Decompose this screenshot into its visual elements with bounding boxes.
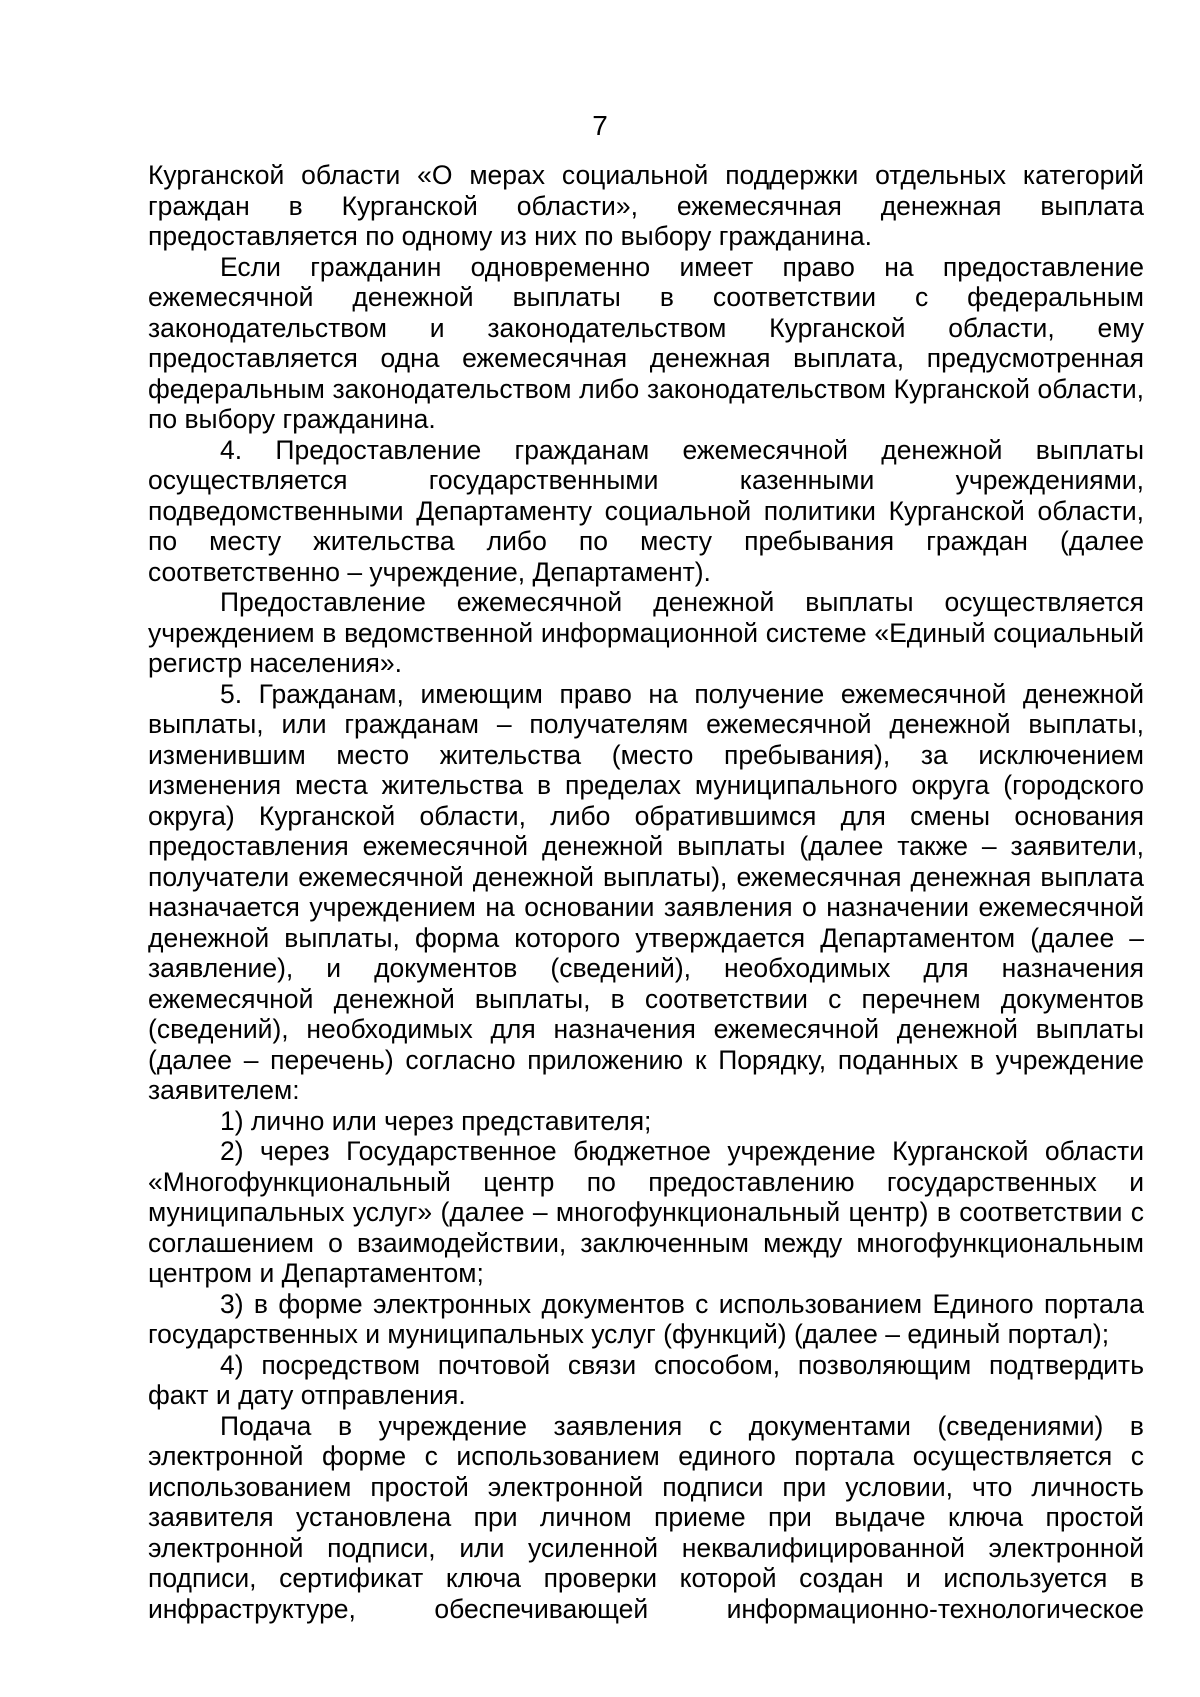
paragraph-register: Предоставление ежемесячной денежной выплаты осуществляется учреждением в ведомственной информационной системе «Единый социальный регистр населения».: [148, 587, 1144, 678]
paragraph-clause-5: 5. Гражданам, имеющим право на получение ежемесячной денежной выплаты, или гражданам – получателям ежемесячной денежной выплаты, изменившим место жительства (место пребывания), за исключением изменения места жительства в пределах муниципального округа (городского округа) Курганской области, либо обратившимся для смены основания предоставления ежемесячной денежной выплаты (далее также – заявители, получатели ежемесячной денежной выплаты), ежемесячная денежная выплата назначается учреждением на основании заявления о назначении ежемесячной денежной выплаты, форма которого утверждается Департаментом (далее – заявление), и документов (сведений), необходимых для назначения ежемесячной денежной выплаты, в соответствии с перечнем документов (сведений), необходимых для назначения ежемесячной денежной выплаты (далее – перечень) согласно приложению к Порядку, поданных в учреждение заявителем:: [148, 678, 1144, 1105]
document-body: [148, 160, 1144, 1624]
list-item-3: 3) в форме электронных документов с использованием Единого портала государственных и муниципальных услуг (функций) (далее – единый портал);: [148, 1288, 1144, 1349]
page-number: 7: [592, 110, 608, 141]
paragraph-continuation: Курганской области «О мерах социальной поддержки отдельных категорий граждан в Курганской области», ежемесячная денежная выплата предоставляется по одному из них по выбору гражданина.: [148, 160, 1144, 251]
paragraph-dual-eligibility: Если гражданин одновременно имеет право на предоставление ежемесячной денежной выплаты в соответствии с федеральным законодательством и законодательством Курганской области, ему предоставляется одна ежемесячная денежная выплата, предусмотренная федеральным законодательством либо законодательством Курганской области, по выбору гражданина.: [148, 251, 1144, 434]
list-item-2: 2) через Государственное бюджетное учреждение Курганской области «Многофункциональный центр по предоставлению государственных и муниципальных услуг» (далее – многофункциональный центр) в соответствии с соглашением о взаимодействии, заключенным между многофункциональным центром и Департаментом;: [148, 1136, 1144, 1288]
paragraph-electronic-submission: Подача в учреждение заявления с документами (сведениями) в электронной форме с использованием единого портала осуществляется с использованием простой электронной подписи при условии, что личность заявителя установлена при личном приеме при выдаче ключа простой электронной подписи, или усиленной неквалифицированной электронной подписи, сертификат ключа проверки которой создан и используется в инфраструктуре, обеспечивающей информационно-технологическое: [148, 1410, 1144, 1624]
list-item-1: 1) лично или через представителя;: [220, 1105, 652, 1136]
paragraph-clause-4: 4. Предоставление гражданам ежемесячной денежной выплаты осуществляется государственными казенными учреждениями, подведомственными Департаменту социальной политики Курганской области, по месту жительства либо по месту пребывания граждан (далее соответственно – учреждение, Департамент).: [148, 434, 1144, 587]
list-item-4: 4) посредством почтовой связи способом, позволяющим подтвердить факт и дату отправления.: [148, 1349, 1144, 1410]
